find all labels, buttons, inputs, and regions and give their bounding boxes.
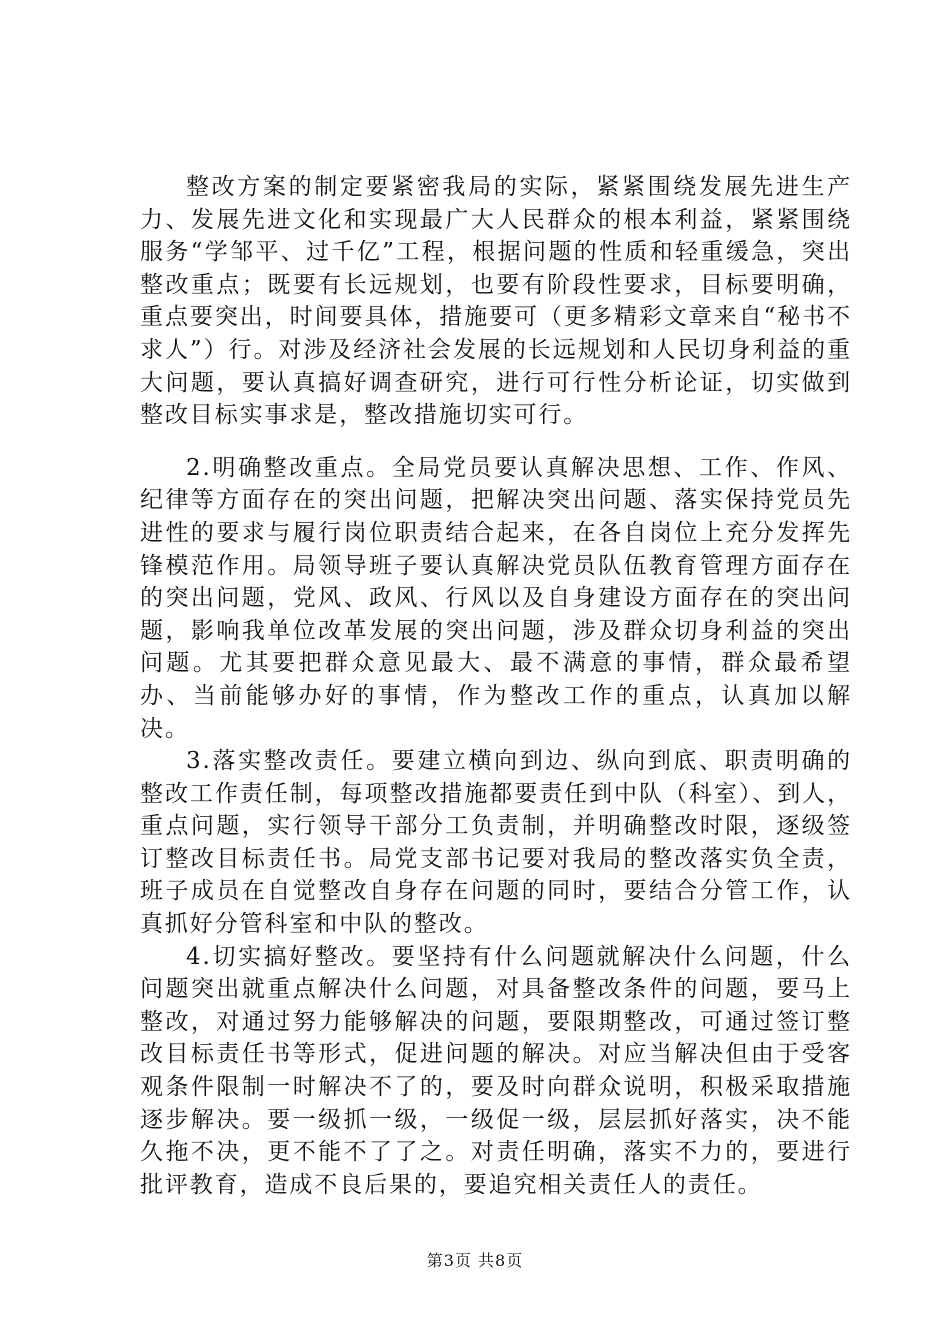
paragraph-implement-responsibility: 3.落实整改责任。要建立横向到边、纵向到底、职责明确的整改工作责任制，每项整改措施都要责任到中队（科室）、到人，重点问题，实行领导干部分工负责制，并明确整改时限，逐级签订整改目标责任书。局党支部书记要对我局的整改落实负全责，班子成员在自觉整改自身存在问题的同时，要结合分管工作，认真抓好分管科室和中队的整改。 <box>140 748 852 938</box>
document-body <box>140 171 852 1201</box>
paragraph-do-rectification: 4.切实搞好整改。要坚持有什么问题就解决什么问题，什么问题突出就重点解决什么问题，对具备整改条件的问题，要马上整改，对通过努力能够解决的问题，要限期整改，可通过签订整改目标责任书等形式，促进问题的解决。对应当解决但由于受客观条件限制一时解决不了的，要及时向群众说明，积极采取措施逐步解决。要一级抓一级，一级促一级，层层抓好落实，决不能久拖不决，更不能不了了之。对责任明确，落实不力的，要进行批评教育，造成不良后果的，要追究相关责任人的责任。 <box>140 943 852 1198</box>
paragraph-rectification-plan: 整改方案的制定要紧密我局的实际，紧紧围绕发展先进生产力、发展先进文化和实现最广大人民群众的根本利益，紧紧围绕服务“学邹平、过千亿”工程，根据问题的性质和轻重缓急，突出整改重点；既要有长远规划，也要有阶段性要求，目标要明确，重点要突出，时间要具体，措施要可（更多精彩文章来自“秘书不求人”）行。对涉及经济社会发展的长远规划和人民切身利益的重大问题，要认真搞好调查研究，进行可行性分析论证，切实做到整改目标实事求是，整改措施切实可行。 <box>140 174 852 429</box>
page-number-footer: 第3页 共8页 <box>426 1251 524 1270</box>
paragraph-clarify-focus: 2.明确整改重点。全局党员要认真解决思想、工作、作风、纪律等方面存在的突出问题，把解决突出问题、落实保持党员先进性的要求与履行岗位职责结合起来，在各自岗位上充分发挥先锋模范作用。局领导班子要认真解决党员队伍教育管理方面存在的突出问题，党风、政风、行风以及自身建设方面存在的突出问题，影响我单位改革发展的突出问题，涉及群众切身利益的突出问题。尤其要把群众意见最大、最不满意的事情，群众最希望办、当前能够办好的事情，作为整改工作的重点，认真加以解决。 <box>140 454 852 742</box>
